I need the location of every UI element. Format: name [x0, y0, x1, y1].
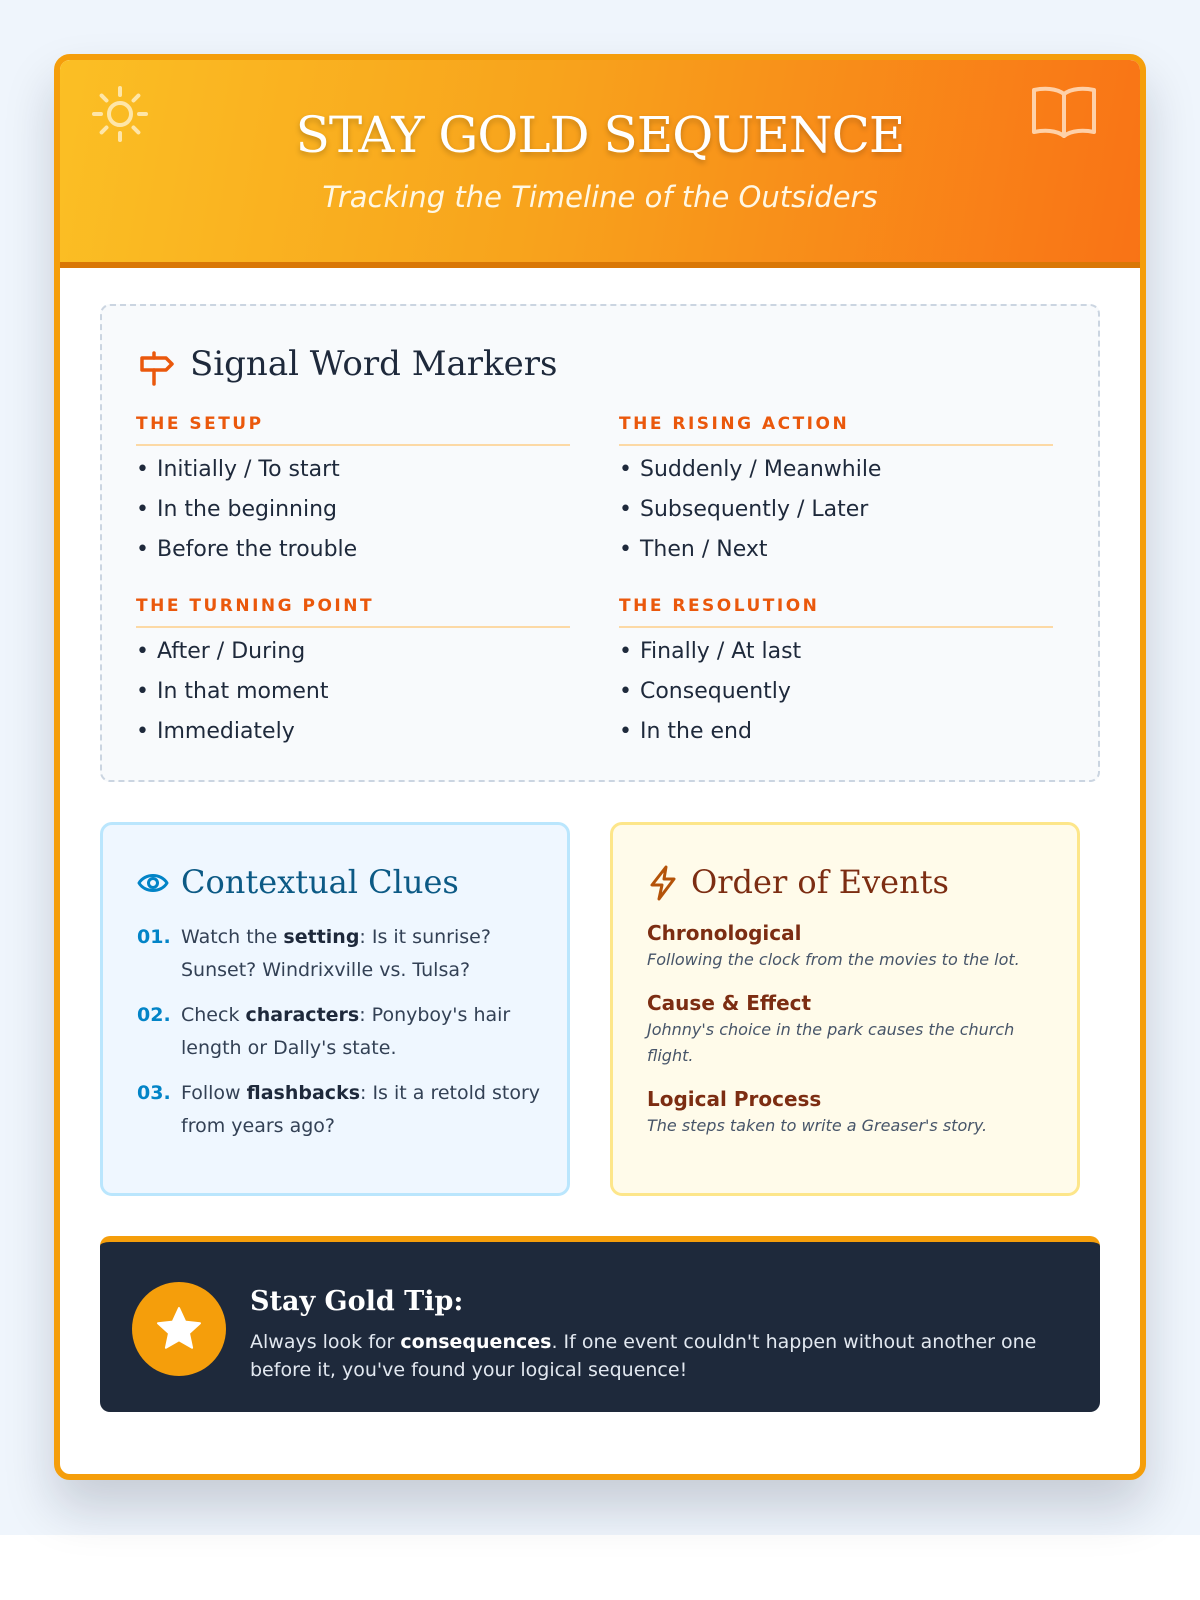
tip-keyword: consequences: [400, 1331, 552, 1353]
group-rising-action: [619, 414, 1053, 574]
stay-gold-tip-box: [100, 1236, 1100, 1412]
clue-item: [137, 1077, 547, 1143]
group-title: THE RISING ACTION: [619, 414, 1053, 446]
clue-number: 03.: [137, 1082, 171, 1104]
clue-list: [137, 921, 547, 1155]
list-item: • Before the trouble: [136, 534, 570, 574]
clue-number: 01.: [137, 926, 171, 948]
group-title: THE TURNING POINT: [136, 596, 570, 628]
tip-badge: [132, 1282, 226, 1376]
list-item: • In that moment: [136, 676, 570, 716]
order-item-desc: The steps taken to write a Greaser's story.: [647, 1116, 988, 1135]
order-item-desc: Following the clock from the movies to the lot.: [647, 950, 1020, 969]
header-banner: [60, 60, 1140, 268]
eye-icon: [137, 869, 169, 897]
clue-keyword: flashbacks: [246, 1082, 361, 1104]
tip-text-part: . If one event couldn't happen without another one before it, you've found your logical sequence!: [250, 1331, 1037, 1381]
list-item: • After / During: [136, 636, 570, 676]
list-item: • Suddenly / Meanwhile: [619, 454, 1053, 494]
order-item-title: Logical Process: [647, 1087, 822, 1111]
order-item-desc: Johnny's choice in the park causes the church flight.: [647, 1020, 1015, 1065]
order-item: [647, 919, 1047, 973]
clue-item: [137, 921, 547, 987]
list-item: • Initially / To start: [136, 454, 570, 494]
clue-keyword: characters: [245, 1004, 360, 1026]
star-icon: [155, 1305, 203, 1353]
clue-text: : Is it a retold story from years ago?: [181, 1082, 541, 1137]
clue-text: : Is it sunrise? Sunset? Windrixville vs. Tulsa?: [181, 926, 491, 981]
group-title: THE RESOLUTION: [619, 596, 1053, 628]
page-title: STAY GOLD SEQUENCE: [295, 106, 905, 164]
page-bottom-band: [0, 1535, 1200, 1600]
group-turning-point: [136, 596, 570, 756]
infographic-card: [54, 54, 1146, 1480]
tip-text-part: Always look for: [250, 1331, 401, 1353]
contextual-clues-title: Contextual Clues: [181, 863, 459, 901]
tip-text: [250, 1328, 1070, 1384]
group-resolution: [619, 596, 1053, 756]
signal-word-markers-panel: [100, 304, 1100, 782]
order-item-title: Cause & Effect: [647, 991, 812, 1015]
list-item: • Subsequently / Later: [619, 494, 1053, 534]
list-item: • Consequently: [619, 676, 1053, 716]
page-subtitle: Tracking the Timeline of the Outsiders: [322, 180, 878, 214]
list-item: • Then / Next: [619, 534, 1053, 574]
order-item: [647, 1085, 1047, 1139]
lightning-bolt-icon: [647, 865, 679, 901]
group-setup: [136, 414, 570, 574]
clue-text: Check: [181, 1004, 246, 1026]
clue-text: Watch the: [181, 926, 284, 948]
order-of-events-panel: [610, 822, 1080, 1196]
list-item: • In the end: [619, 716, 1053, 756]
tip-title: Stay Gold Tip:: [250, 1286, 464, 1317]
order-list: [647, 919, 1047, 1155]
list-item: • Immediately: [136, 716, 570, 756]
book-icon: [1028, 80, 1100, 144]
order-item: [647, 989, 1047, 1069]
order-of-events-title: Order of Events: [691, 863, 949, 901]
list-item: • Finally / At last: [619, 636, 1053, 676]
clue-text: Follow: [181, 1082, 247, 1104]
order-item-title: Chronological: [647, 921, 802, 945]
clue-number: 02.: [137, 1004, 171, 1026]
contextual-clues-panel: [100, 822, 570, 1196]
clue-text: : Ponyboy's hair length or Dally's state.: [181, 1004, 511, 1059]
clue-keyword: setting: [283, 926, 360, 948]
signal-words-title: Signal Word Markers: [190, 344, 558, 384]
clue-item: [137, 999, 547, 1065]
list-item: • In the beginning: [136, 494, 570, 534]
signpost-icon: [138, 350, 176, 386]
group-title: THE SETUP: [136, 414, 570, 446]
